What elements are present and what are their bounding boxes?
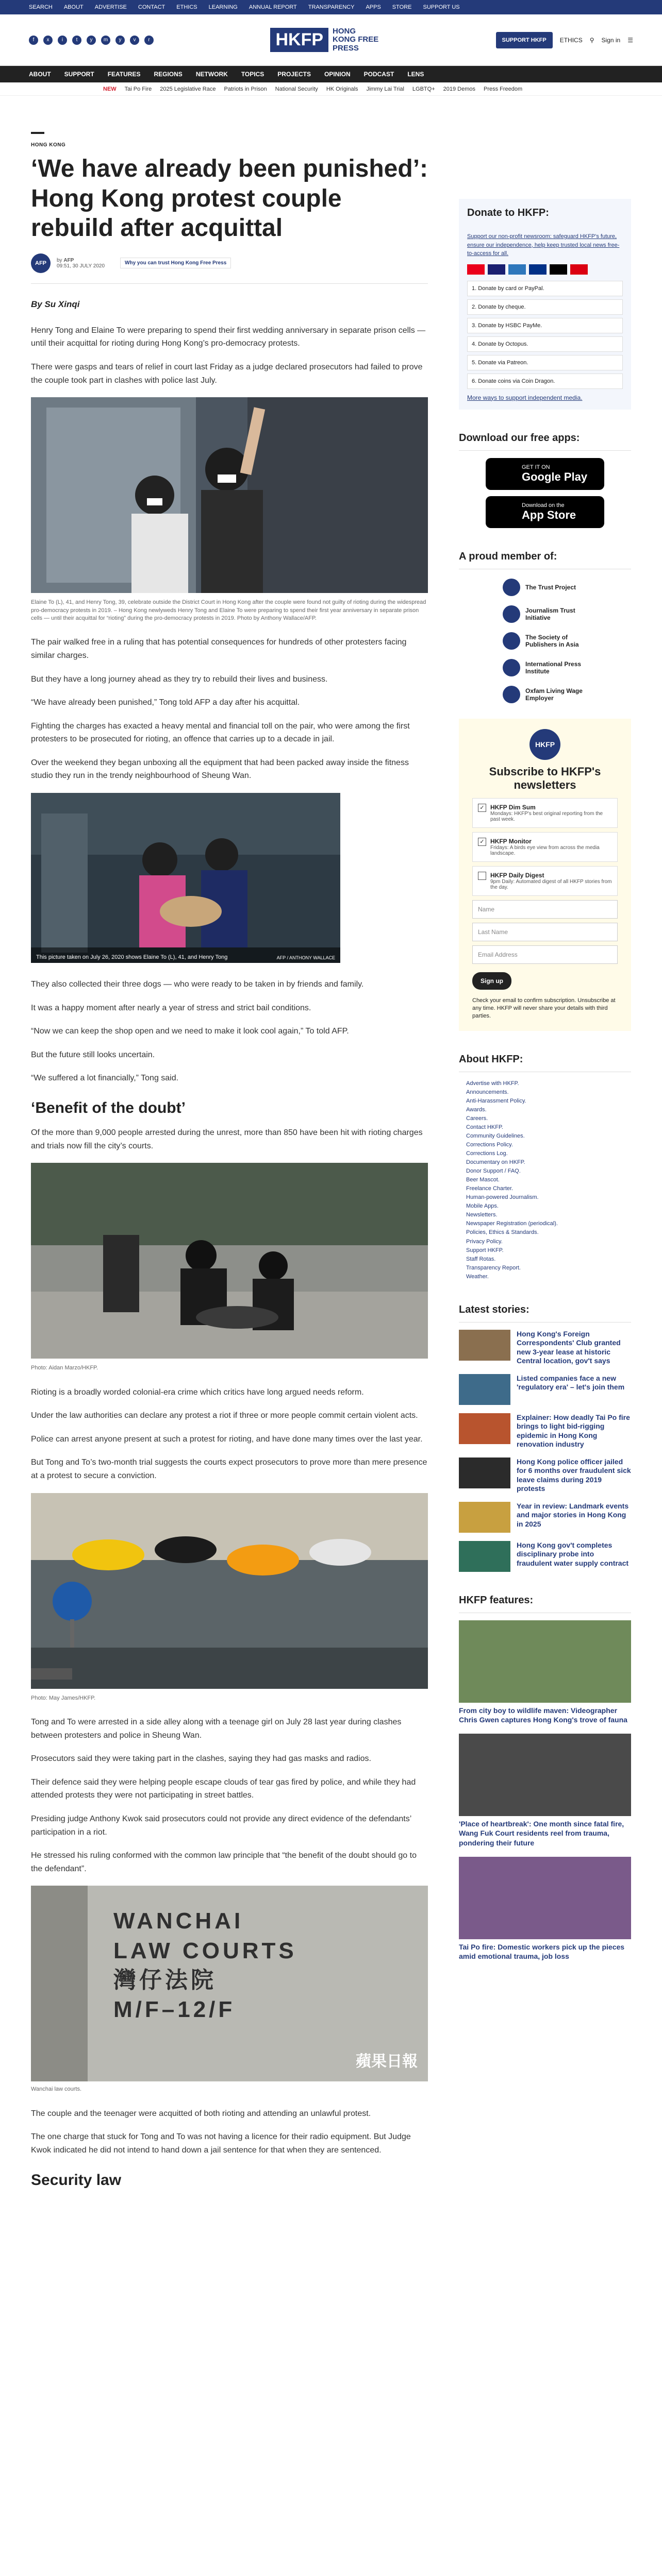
- feature-story[interactable]: [459, 1857, 631, 1961]
- topbar-link[interactable]: SEARCH: [29, 4, 53, 10]
- publish-date: 09:51, 30 JULY 2020: [57, 263, 105, 269]
- paragraph: “We have already been punished,” Tong told AFP a day after his acquittal.: [31, 698, 300, 707]
- newsletter-name: HKFP Daily Digest: [490, 871, 544, 879]
- newsletter-option[interactable]: [472, 798, 618, 828]
- payme-icon: [570, 264, 588, 275]
- subnav-item[interactable]: Tai Po Fire: [124, 86, 152, 92]
- social-icons: [29, 36, 154, 45]
- support-hkfp-button[interactable]: SUPPORT HKFP: [496, 32, 553, 48]
- donate-option[interactable]: 1. Donate by card or PayPal.: [467, 281, 623, 296]
- story-title[interactable]: Hong Kong police officer jailed for 6 months over fraudulent sick leave claims during 2019 protests: [517, 1457, 631, 1493]
- about-link[interactable]: Policies, Ethics & Standards.: [466, 1229, 539, 1236]
- subnav-item[interactable]: Press Freedom: [484, 86, 523, 92]
- story-title[interactable]: Year in review: Landmark events and major stories in Hong Kong in 2025: [517, 1501, 629, 1528]
- story-title[interactable]: Hong Kong gov't completes disciplinary probe into fraudulent water supply contract: [517, 1540, 629, 1567]
- latest-story[interactable]: [459, 1502, 631, 1533]
- member-logo[interactable]: [459, 605, 631, 623]
- subnav-item[interactable]: HK Originals: [326, 86, 358, 92]
- photo-caption: Photo: May James/HKFP.: [31, 1694, 96, 1701]
- feature-story[interactable]: [459, 1734, 631, 1848]
- nav-item[interactable]: SUPPORT: [64, 71, 94, 78]
- member-icon: [503, 579, 520, 596]
- member-logo[interactable]: [459, 686, 631, 703]
- story-thumbnail[interactable]: [459, 1413, 510, 1444]
- last-name-input[interactable]: Last Name: [472, 923, 618, 941]
- checkbox[interactable]: ✓: [478, 804, 486, 812]
- paragraph: They also collected their three dogs — who were ready to be taken in by friends and family.: [31, 980, 364, 989]
- paragraph: The couple and the teenager were acquitted of both rioting and attending an unlawful protest.: [31, 2109, 371, 2118]
- site-logo[interactable]: [270, 27, 379, 53]
- newsletter-desc: Mondays: HKFP's best original reporting from the past week.: [490, 810, 603, 822]
- about-link[interactable]: Corrections Policy.: [466, 1142, 513, 1148]
- site-header: [0, 14, 662, 66]
- about-link[interactable]: Advertise with HKFP.: [466, 1080, 519, 1087]
- member-icon: [503, 632, 520, 650]
- court-sign-line: M/F–12/F: [113, 1996, 236, 2022]
- subnav-item[interactable]: Patriots in Prison: [224, 86, 267, 92]
- about-link[interactable]: Anti-Harassment Policy.: [466, 1097, 526, 1104]
- about-link[interactable]: Staff Rotas.: [466, 1256, 496, 1262]
- logo-text: HONG KONG FREE PRESS: [333, 26, 379, 53]
- member-name: Oxfam Living Wage Employer: [525, 687, 583, 702]
- paragraph: “We suffered a lot financially,” Tong said.: [31, 1074, 179, 1083]
- members-widget: [459, 544, 631, 703]
- by-name[interactable]: AFP: [63, 257, 74, 263]
- nav-item[interactable]: PODCAST: [363, 71, 394, 78]
- nav-item[interactable]: TOPICS: [241, 71, 264, 78]
- paragraph: Rioting is a broadly worded colonial-era crime which critics have long argued needs reform.: [31, 1387, 364, 1397]
- story-thumbnail[interactable]: [459, 1458, 510, 1488]
- nav-item[interactable]: OPINION: [324, 71, 351, 78]
- nav-item[interactable]: PROJECTS: [277, 71, 311, 78]
- member-name: The Society of Publishers in Asia: [525, 633, 579, 648]
- about-link[interactable]: Beer Mascot.: [466, 1177, 500, 1183]
- paypal-icon: [529, 264, 547, 275]
- social-icon[interactable]: t: [72, 36, 81, 45]
- about-link[interactable]: Weather.: [466, 1273, 489, 1280]
- paragraph: Police can arrest anyone present at such a protest for rioting, and have done many times over the last year.: [31, 1434, 423, 1444]
- topbar-link[interactable]: ETHICS: [176, 4, 197, 10]
- subnav-item[interactable]: Jimmy Lai Trial: [366, 86, 404, 92]
- newsletter-desc: 9pm Daily: Automated digest of all HKFP stories from the day.: [490, 878, 612, 890]
- subnav-item[interactable]: National Security: [275, 86, 318, 92]
- mastercard-icon: [467, 264, 485, 275]
- donate-option[interactable]: 4. Donate by Octopus.: [467, 336, 623, 352]
- feature-image[interactable]: [459, 1620, 631, 1703]
- about-link[interactable]: Careers.: [466, 1115, 488, 1122]
- top-utility-bar: [0, 0, 662, 14]
- nav-item[interactable]: NETWORK: [195, 71, 228, 78]
- member-logo[interactable]: [459, 632, 631, 650]
- about-link[interactable]: Donor Support / FAQ.: [466, 1168, 521, 1175]
- about-link[interactable]: Community Guidelines.: [466, 1132, 525, 1139]
- newsletter-name: HKFP Monitor: [490, 837, 532, 845]
- topbar-link[interactable]: APPS: [366, 4, 381, 10]
- payment-icons: [467, 264, 623, 275]
- paragraph: Their defence said they were helping people escape clouds of tear gas fired by police, and while they had attended protests they were not participating in street battles.: [31, 1777, 416, 1800]
- photo-protest-umbrellas: [31, 1493, 428, 1690]
- features-widget: [459, 1587, 631, 1961]
- subnav-item[interactable]: 2025 Legislative Race: [160, 86, 216, 92]
- photo-overlay-credit: AFP / ANTHONY WALLACE: [276, 955, 335, 961]
- app-store-label: App Store: [522, 508, 576, 521]
- social-icon[interactable]: i: [58, 36, 67, 45]
- paragraph: Tong and To were arrested in a side alley along with a teenage girl on July 28 last year during clashes between protesters and police in Sheung Wan.: [31, 1717, 402, 1740]
- court-sign-line: WANCHAI: [113, 1908, 244, 1934]
- topbar-link[interactable]: SUPPORT US: [423, 4, 460, 10]
- section-heading: Security law: [31, 2171, 122, 2189]
- about-link[interactable]: Mobile Apps.: [466, 1203, 499, 1210]
- amex-icon: [508, 264, 526, 275]
- about-link[interactable]: Contact HKFP.: [466, 1124, 503, 1130]
- member-logo[interactable]: [459, 579, 631, 596]
- paragraph: Of the more than 9,000 people arrested during the unrest, more than 850 have been hit with rioting charges and trials now fill the city’s courts.: [31, 1128, 423, 1150]
- photo-wanchai-law-courts: [31, 1886, 428, 2081]
- about-link[interactable]: Support HKFP.: [466, 1247, 504, 1253]
- paragraph: The pair walked free in a ruling that has potential consequences for hundreds of other protesters facing similar charges.: [31, 638, 407, 660]
- newsletter-note: Check your email to confirm subscription. Unsubscribe at any time. HKFP will never share your details with third parties.: [472, 997, 616, 1020]
- checkbox[interactable]: [478, 872, 486, 880]
- members-title: A proud member of:: [459, 544, 631, 569]
- newsletter-option[interactable]: [472, 866, 618, 896]
- ethics-link[interactable]: ETHICS: [559, 36, 583, 44]
- email-input[interactable]: Email Address: [472, 945, 618, 964]
- latest-title: Latest stories:: [459, 1297, 631, 1323]
- byline-text: [57, 258, 105, 269]
- donate-option[interactable]: 3. Donate by HSBC PayMe.: [467, 318, 623, 333]
- nav-item[interactable]: REGIONS: [154, 71, 183, 78]
- social-icon[interactable]: x: [43, 36, 53, 45]
- about-link[interactable]: Newsletters.: [466, 1212, 498, 1218]
- nav-item[interactable]: LENS: [407, 71, 424, 78]
- apps-title: Download our free apps:: [459, 425, 631, 451]
- topbar-link[interactable]: ABOUT: [63, 4, 84, 10]
- paragraph: Prosecutors said they were taking part in the clashes, saying they had gas masks and radios.: [31, 1754, 371, 1764]
- story-title[interactable]: Listed companies face a new 'regulatory era' – let's join them: [517, 1374, 625, 1392]
- signup-button[interactable]: Sign up: [472, 972, 511, 990]
- latest-story[interactable]: [459, 1330, 631, 1366]
- subnav-item[interactable]: LGBTQ+: [412, 86, 435, 92]
- photo-couple-with-dog: [31, 793, 340, 964]
- donate-title: Donate to HKFP:: [467, 207, 549, 218]
- article-title: ‘We have already been punished’: Hong Kong protest couple rebuild after acquittal: [31, 155, 428, 242]
- feature-title[interactable]: From city boy to wildlife maven: Videographer Chris Gwen captures Hong Kong's trove of fauna: [459, 1706, 627, 1724]
- newsletter-title: Subscribe to HKFP's newsletters: [489, 765, 601, 791]
- donate-more-link[interactable]: More ways to support independent media.: [467, 394, 583, 401]
- feature-story[interactable]: [459, 1620, 631, 1724]
- apps-widget: [459, 425, 631, 528]
- about-link[interactable]: Corrections Log.: [466, 1150, 508, 1157]
- photo-couple-celebrating: [31, 397, 428, 595]
- member-icon: [503, 659, 520, 676]
- sidebar: [459, 199, 631, 2198]
- court-sign-line: LAW COURTS: [113, 1938, 297, 1963]
- story-thumbnail[interactable]: [459, 1330, 510, 1361]
- nav-item[interactable]: FEATURES: [107, 71, 141, 78]
- story-thumbnail[interactable]: [459, 1541, 510, 1572]
- feature-image[interactable]: [459, 1857, 631, 1939]
- google-play-small: GET IT ON: [522, 464, 550, 470]
- main-nav: [0, 66, 662, 82]
- paragraph: But they have a long journey ahead as they try to rebuild their lives and business.: [31, 674, 328, 684]
- donate-option[interactable]: 2. Donate by cheque.: [467, 299, 623, 315]
- article-author: By Su Xinqi: [31, 299, 80, 309]
- donate-widget: [459, 199, 631, 410]
- donate-option[interactable]: 5. Donate via Patreon.: [467, 355, 623, 370]
- watermark: 蘋果日報: [356, 2053, 418, 2071]
- kicker-rule: [31, 132, 44, 134]
- about-widget: [459, 1046, 631, 1281]
- latest-story[interactable]: [459, 1374, 631, 1405]
- paragraph: “Now we can keep the shop open and we need to make it look cool again,” To told AFP.: [31, 1027, 349, 1036]
- paragraph: But the future still looks uncertain.: [31, 1050, 155, 1059]
- topbar-link[interactable]: CONTACT: [138, 4, 166, 10]
- feature-title[interactable]: 'Place of heartbreak': One month since fatal fire, Wang Fuk Court residents reel from trauma, pondering their future: [459, 1820, 624, 1847]
- paragraph: Under the law authorities can declare any protest a riot if three or more people commit certain violent acts.: [31, 1411, 418, 1420]
- latest-story[interactable]: [459, 1458, 631, 1494]
- search-icon[interactable]: ⚲: [589, 36, 594, 44]
- paragraph: Fighting the charges has exacted a heavy mental and financial toll on the pair, who were among the first protesters to be prosecuted for rioting, an offence that carries up to a decade in jail.: [31, 721, 410, 744]
- social-icon[interactable]: y: [87, 36, 96, 45]
- paragraph: Henry Tong and Elaine To were preparing to spend their first wedding anniversary in separate prison cells — until their acquittal for rioting during Hong Kong’s pro-democracy protests.: [31, 326, 426, 348]
- paragraph: Presiding judge Anthony Kwok said prosecutors could not provide any direct evidence of the defendants’ participation in a riot.: [31, 1814, 411, 1837]
- paragraph: But Tong and To’s two-month trial suggests the courts expect prosecutors to prove more than mere presence at a protest to secure a conviction.: [31, 1458, 427, 1480]
- paragraph: Over the weekend they began unboxing all the equipment that had been packed away inside the fitness studio they run in the trendy neighbourhood of Sheung Wan.: [31, 758, 409, 781]
- sub-nav: [0, 82, 662, 96]
- about-link[interactable]: Transparency Report.: [466, 1264, 521, 1271]
- paragraph: It was a happy moment after nearly a year of stress and strict bail conditions.: [31, 1003, 311, 1012]
- app-store-small: Download on the: [522, 502, 565, 509]
- checkbox[interactable]: ✓: [478, 838, 486, 846]
- social-icon[interactable]: v: [130, 36, 139, 45]
- member-icon: [503, 605, 520, 623]
- topbar-link[interactable]: ANNUAL REPORT: [249, 4, 297, 10]
- social-icon[interactable]: r: [144, 36, 154, 45]
- google-play-label: Google Play: [522, 470, 588, 483]
- member-icon: [503, 686, 520, 703]
- hkfp-logo-icon: HKFP: [529, 729, 560, 760]
- logo-mark: HKFP: [270, 28, 328, 52]
- article: [31, 96, 428, 2198]
- features-title: HKFP features:: [459, 1587, 631, 1613]
- member-logo[interactable]: [459, 659, 631, 676]
- story-title[interactable]: Hong Kong's Foreign Correspondents' Club granted new 3-year lease at historic Central location, gov't says: [517, 1329, 621, 1365]
- topbar-link[interactable]: ADVERTISE: [94, 4, 127, 10]
- newsletter-option[interactable]: [472, 832, 618, 862]
- newsletter-desc: Fridays: A birds eye view from across the media landscape.: [490, 844, 600, 856]
- about-title: About HKFP:: [459, 1046, 631, 1072]
- subnav-item[interactable]: 2019 Demos: [443, 86, 475, 92]
- about-link[interactable]: Freelance Charter.: [466, 1185, 514, 1192]
- about-link[interactable]: Documentary on HKFP.: [466, 1159, 525, 1166]
- section-heading: ‘Benefit of the doubt’: [31, 1099, 186, 1117]
- photo-caption: Elaine To (L), 41, and Henry Tong, 39, celebrate outside the District Court in Hong Kong after the couple were found not guilty of rioting during the widespread pro-democracy protests in 2019. – Hong Kong newlyweds Henry Tong and Elaine To were preparing to spend their first year anniversary in separate prison cells — until their acquittal for “rioting” during the pro-democracy protests in 2019. Photo by Anthony Wallace/AFP.: [31, 599, 426, 621]
- court-sign-line: 灣仔法院: [113, 1967, 217, 1993]
- story-thumbnail[interactable]: [459, 1374, 510, 1405]
- menu-icon[interactable]: ☰: [627, 36, 633, 44]
- story-title[interactable]: Explainer: How deadly Tai Po fire brings to light bid-rigging epidemic in Hong Kong renovation industry: [517, 1413, 630, 1449]
- photo-overlay-caption: This picture taken on July 26, 2020 shows Elaine To (L), 41, and Henry Tong: [36, 954, 228, 961]
- byline: [31, 253, 428, 284]
- social-icon[interactable]: y: [115, 36, 125, 45]
- about-link[interactable]: Awards.: [466, 1106, 487, 1113]
- donate-option[interactable]: 6. Donate coins via Coin Dragon.: [467, 374, 623, 389]
- paragraph: There were gasps and tears of relief in court last Friday as a judge declared prosecutors had failed to prove the couple took part in clashes with police last July.: [31, 362, 423, 385]
- topbar-link[interactable]: STORE: [392, 4, 412, 10]
- topbar-link[interactable]: LEARNING: [208, 4, 238, 10]
- latest-widget: [459, 1297, 631, 1572]
- new-badge: NEW: [103, 86, 117, 92]
- latest-story[interactable]: [459, 1541, 631, 1572]
- trust-link[interactable]: Why you can trust Hong Kong Free Press: [120, 258, 231, 268]
- visa-icon: [488, 264, 505, 275]
- paragraph: The one charge that stuck for Tong and To was not having a licence for their radio equipment. But Judge Kwok indicated he did not intend to hand down a jail sentence for that when they are sentenced.: [31, 2132, 411, 2155]
- google-play-button[interactable]: [486, 458, 604, 490]
- story-thumbnail[interactable]: [459, 1502, 510, 1533]
- feature-image[interactable]: [459, 1734, 631, 1816]
- member-name: Journalism Trust Initiative: [525, 606, 575, 621]
- member-name: International Press Institute: [525, 660, 582, 675]
- applepay-icon: [550, 264, 567, 275]
- social-icon[interactable]: f: [29, 36, 38, 45]
- author-avatar[interactable]: AFP: [31, 253, 51, 273]
- feature-title[interactable]: Tai Po fire: Domestic workers pick up the pieces amid emotional trauma, job loss: [459, 1942, 625, 1960]
- member-name: The Trust Project: [525, 583, 576, 591]
- donate-intro[interactable]: Support our non-profit newsroom: safeguard HKFP's future, ensure our independence, help keep trusted local news free-to-access for all.: [467, 233, 620, 257]
- nav-item[interactable]: ABOUT: [29, 71, 51, 78]
- about-link[interactable]: Privacy Policy.: [466, 1238, 503, 1245]
- app-store-button[interactable]: [486, 496, 604, 528]
- signin-link[interactable]: Sign in: [601, 36, 621, 44]
- latest-story[interactable]: [459, 1413, 631, 1449]
- article-category[interactable]: HONG KONG: [31, 142, 66, 148]
- newsletter-widget: [459, 719, 631, 1031]
- about-link[interactable]: Human-powered Journalism.: [466, 1194, 539, 1201]
- social-icon[interactable]: m: [101, 36, 110, 45]
- newsletter-name: HKFP Dim Sum: [490, 803, 536, 811]
- photo-caption: Photo: Aidan Marzo/HKFP.: [31, 1365, 98, 1371]
- name-input[interactable]: Name: [472, 900, 618, 919]
- photo-caption: Wanchai law courts.: [31, 2086, 82, 2093]
- paragraph: He stressed his ruling conformed with the common law principle that “the benefit of the doubt should go to the defendant”.: [31, 1851, 417, 1873]
- about-link[interactable]: Announcements.: [466, 1089, 509, 1095]
- topbar-link[interactable]: TRANSPARENCY: [308, 4, 355, 10]
- photo-riot-police-arrest: [31, 1163, 428, 1360]
- about-link[interactable]: Newspaper Registration (periodical).: [466, 1221, 558, 1227]
- by-label: by: [57, 257, 62, 263]
